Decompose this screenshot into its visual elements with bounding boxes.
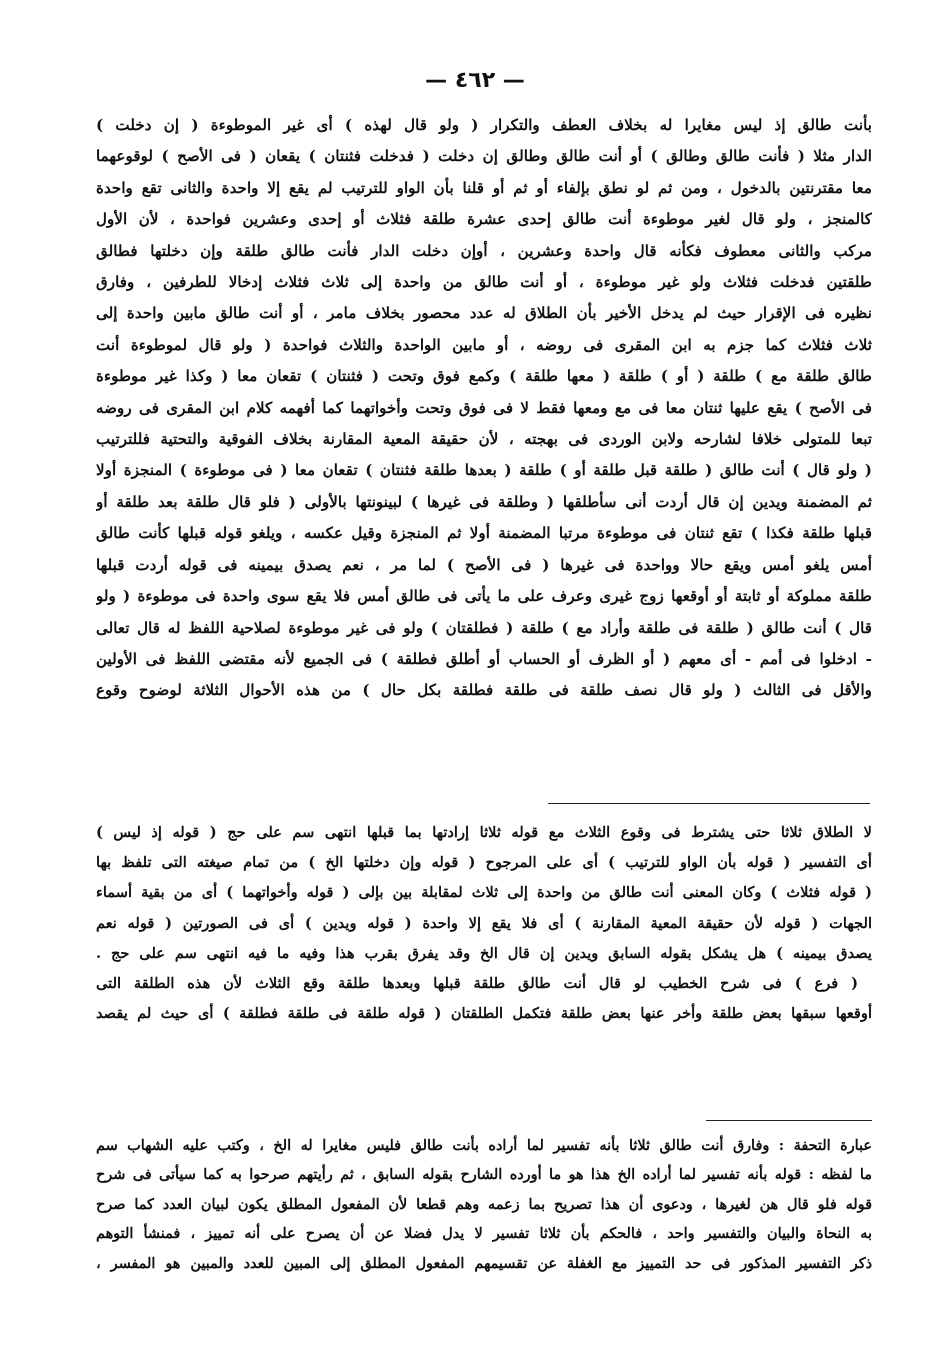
main-text-line: طلقتين فدخلت فثلاث ولو غير موطوءة ، أو أنت طالق من واحدة إلى ثلاث فثلاث إدخالا للطرفين ، وفارق [96,273,872,292]
footnote-divider-secondary [706,1120,872,1121]
main-text-line: فى الأصح ) يقع عليها ثنتان معا فى مع ومعها فقط لا فى فوق وتحت وأخواتهما كما أفهمه كلام ابن المقرى فى روضه [96,398,872,417]
commentary-far-line: أوقعها سبقها بعض طلقة وأخر عنها بعض طلقة فتكمل الطلقتان ( قوله طلقة فى طلقة فطلقة ) أى حيث لم يقصد [96,1005,872,1023]
main-text-line: قال ) أنت طالق ( طلقة فى طلقة وأراد مع ) طلقة ( فطلقتان ) ولو فى غير موطوءة لصلاحية اللفظ له قال تعالى [96,618,872,637]
tuhfa-line: ما لفظه : قوله بأنه تفسير لما أراده الخ هذا هو ما أورده الشارح بقوله السابق ، ثم رأيتهم صرحوا به كما سيأتى فى شرح [96,1166,872,1184]
main-text [96,110,872,707]
main-text-line: نظيره فى الإقرار حيث لم يدخل الأخير بأن الطلاق له عدد محصور بخلاف مامر ، أو أنت طالق مابين واحدة إلى [96,304,872,323]
main-text-line: ( ولو قال ) أنت طالق ( طلقة قبل طلقة أو ) طلقة ( بعدها طلقة فثنتان ) تقعان معا ( فى موطوءة ) المنجزة أولا [96,461,872,480]
main-text-line: بأنت طالق إذ ليس مغايرا له بخلاف العطف والتكرار ( ولو قال لهذه ) أى غير الموطوءة ( إن دخلت ) [96,116,872,134]
main-text-line: كالمنجز ، ولو قال لغير موطوءة أنت طالق إحدى عشرة طلقة فثلاث أو إحدى وعشرين فواحدة ، لأن الأول [96,210,872,229]
tuhfa-line: عبارة التحفة : وفارق أنت طالق ثلاثا بأنه تفسير لما أراده بأنت طالق فليس مغايرا له الخ ، وكتب عليه الشهاب سم [96,1137,872,1154]
main-text-line: طالق طلقة مع ) طلقة ( أو ) طلقة ( معها طلقة ) وكمع فوق وتحت ( فثنتان ) تقعان معا ( وكذا غير موطوءة [96,367,872,386]
main-text-line: أمس يلغو أمس ويقع حالا وواحدة فى غيرها ( فى الأصح ) لما مر ، نعم يصدق بيمينه فى قوله أردت قبلها [96,555,872,574]
main-text-line: تبعا للمتولى خلافا لشارحه ولابن الوردى فى بهجته ، لأن حقيقة المعية المقارنة بخلاف الفوقية والتحتية فللترتيب [96,430,872,449]
tuhfa-line: قوله فلو قال هن لغيرها ، ودعوى أن هذا تصريح بما زعمه وهم قطعا لأن المفعول المطلق يكون لبيان العدد كما صرح [96,1195,872,1213]
main-text-line: الدار مثلا ( فأنت طالق وطالق ) أو أنت طالق وطالق إن دخلت ( فدخلت فثنتان ) يقعان ( فى الأصح ) لوقوعهما [96,147,872,166]
main-text-line: مركب والثانى معطوف فكأنه قال واحدة وعشرين ، أوإن دخلت الدار فأنت طالق طلقة وإن دخلتها فطالق [96,241,872,260]
commentary-line: الجهات ( قوله لأن حقيقة المعية المقارنة ) أى فلا يقع إلا واحدة ( قوله ويدين ) أى فى الصورتين ( قوله نعم [96,914,872,932]
commentary-line: ( قوله فثلاث ) وكان المعنى أنت طالق من واحدة إلى ثلاث لمقابلة بين بإلى ( قوله وأخواتهما ) أى من بقية أسماء [96,884,872,902]
tuhfa-line: به النحاة والبيان والتفسير واحد ، فالحكم بأن ثلاثا تفسير لا يدل فضلا عن أن يصرح على أنه تمييز ، فمنشأ التوهم [96,1225,872,1243]
tuhfa-line: ذكر التفسير المذكور فى حد التمييز مع الغفلة عن تقسيمهم المفعول المطلق إلى المبين للعدد والمبين هو المفسر ، [96,1254,872,1272]
main-text-line: والأقل فى الثالث ( ولو قال نصف طلقة فى طلقة فطلقة بكل حال ) من هذه الأحوال الثلاثة لوضوح وقوع [96,681,872,700]
commentary-line: يصدق بيمينه ) هل يشكل بقوله السابق ويدين إن قال الخ وقد يفرق بقرب هذا وفيه ما فيه انتهى سم على حج . [96,944,872,962]
page-number: — ٤٦٢ — [425,68,525,93]
main-text-line: معا مقترنتين بالدخول ، ومن ثم لو نطق بإلفاء أو ثم أو قلنا بأن الواو للترتيب لم يقع إلا واحدة والثانى تقع واحدة [96,178,872,197]
main-text-line: - ادخلوا فى أمم - أى معهم ( أو الظرف أو الحساب أو أطلق فطلقة ) فى الجميع لأنه مقتضى اللفظ فى الأولين [96,649,872,668]
commentary-line: لا الطلاق ثلاثا حتى يشترط فى وقوع الثلاث مع قوله ثلاثا إرادتها بما قبلها انتهى سم على حج ( قوله إذ ليس ) [96,824,872,841]
tuhfa-note [96,1131,872,1278]
main-text-line: طلقة مملوكة أو ثابتة أو أوقعها زوج غيرى وعرف على ما يأتى فى طالق أمس فلا يقع سوى واحدة فى موطوءة ( ولو [96,587,872,606]
commentary-line: أى التفسير ( قوله بأن الواو للترتيب ) أى على المرجوح ( قوله وإن دخلتها الخ ) من تمام صيغته التى تلفظ بها [96,854,872,872]
footnote-divider [548,803,870,804]
commentary-text [96,818,872,1029]
main-text-line: ثم المضمنة ويدين إن قال أردت أنى سأطلقها ( وطلقة فى غيرها ) لبينونتها بالأولى ( فلو قال طلقة بعد طلقة أو [96,492,872,511]
main-text-line: ثلاث فثلاث كما جزم به ابن المقرى فى روضه ، أو مابين الواحدة والثلاث فواحدة ( ولو قال لموطوءة أنت [96,335,872,354]
main-text-line: قبلها طلقة فكذا ) تقع ثنتان فى موطوءة مرتبا المضمنة أولا ثم المنجزة وقيل عكسه ، ويلغو قوله قبلها كأنت طالق [96,524,872,543]
commentary-far-line: ( فرع ) فى شرح الخطيب لو قال أنت طالق طلقة قبلها وبعدها طلقة وقع الثلاث لأن هذه الطلقة التى [96,975,858,993]
